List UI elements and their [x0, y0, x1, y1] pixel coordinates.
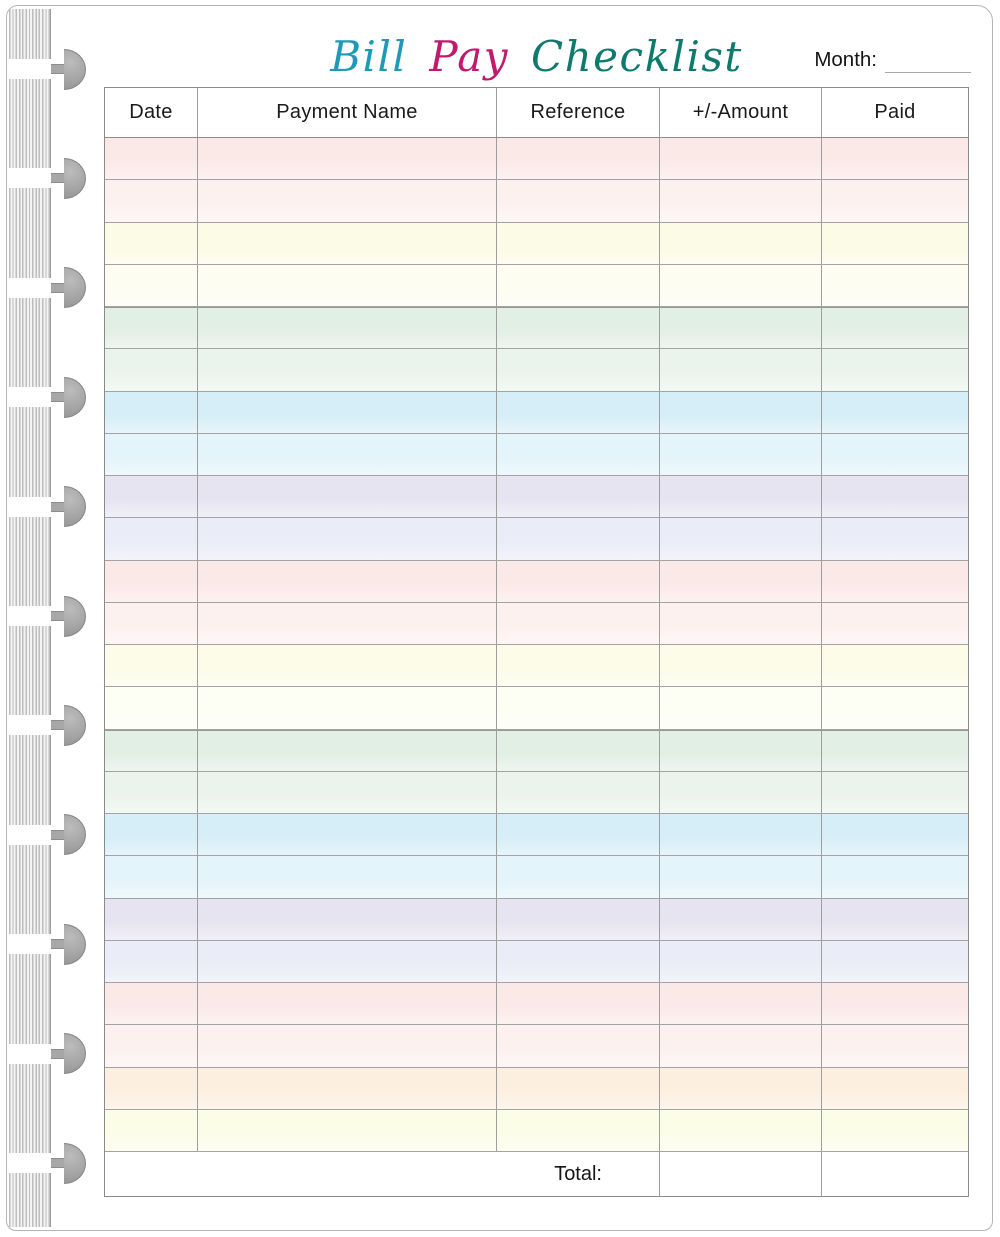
cell-date[interactable] — [105, 731, 198, 771]
cell-amount[interactable] — [660, 1068, 822, 1109]
cell-amount[interactable] — [660, 561, 822, 602]
binding-disc-icon — [64, 924, 86, 965]
cell-reference[interactable] — [497, 772, 660, 813]
cell-date[interactable] — [105, 308, 198, 348]
column-header-paid: Paid — [874, 101, 916, 123]
cell-reference[interactable] — [497, 814, 660, 855]
cell-date[interactable] — [105, 518, 198, 559]
binding-disc-icon — [64, 486, 86, 527]
cell-paid[interactable] — [822, 518, 968, 559]
table-row — [105, 772, 968, 814]
cell-paid[interactable] — [822, 392, 968, 433]
binding-disc-icon — [64, 1033, 86, 1074]
table-row — [105, 476, 968, 518]
binding-gap — [9, 497, 52, 517]
cell-payment-name[interactable] — [198, 308, 497, 348]
cell-payment-name[interactable] — [198, 1068, 497, 1109]
cell-amount[interactable] — [660, 180, 822, 221]
cell-reference[interactable] — [497, 308, 660, 348]
cell-payment-name[interactable] — [198, 1025, 497, 1066]
binding-disc-icon — [64, 377, 86, 418]
table-row — [105, 349, 968, 391]
table-row — [105, 983, 968, 1025]
cell-reference[interactable] — [497, 265, 660, 306]
binding-gap — [9, 59, 52, 79]
cell-reference[interactable] — [497, 392, 660, 433]
cell-date[interactable] — [105, 687, 198, 728]
cell-date[interactable] — [105, 941, 198, 982]
cell-reference[interactable] — [497, 687, 660, 728]
cell-amount[interactable] — [660, 434, 822, 475]
cell-reference[interactable] — [497, 180, 660, 221]
cell-payment-name[interactable] — [198, 772, 497, 813]
cell-payment-name[interactable] — [198, 603, 497, 644]
cell-paid[interactable] — [822, 434, 968, 475]
binding-disc-icon — [64, 705, 86, 746]
column-header-date: Date — [105, 88, 198, 137]
binding-disc-icon — [64, 158, 86, 199]
cell-date[interactable] — [105, 476, 198, 517]
cell-amount[interactable] — [660, 308, 822, 348]
table-row — [105, 1110, 968, 1152]
binding-gap — [9, 168, 52, 188]
cell-reference[interactable] — [497, 1068, 660, 1109]
binding-gap — [9, 825, 52, 845]
cell-date[interactable] — [105, 1025, 198, 1066]
table-row — [105, 899, 968, 941]
binding-disc-icon — [64, 267, 86, 308]
cell-date[interactable] — [105, 772, 198, 813]
cell-date[interactable] — [105, 814, 198, 855]
column-header-reference: Reference — [497, 88, 660, 137]
cell-payment-name[interactable] — [198, 899, 497, 940]
binding-gap — [9, 1044, 52, 1064]
binding-gap — [9, 715, 52, 735]
table-row — [105, 307, 968, 349]
cell-paid[interactable] — [822, 772, 968, 813]
cell-payment-name[interactable] — [198, 561, 497, 602]
cell-reference[interactable] — [497, 518, 660, 559]
cell-amount[interactable] — [660, 392, 822, 433]
binding-gap — [9, 387, 52, 407]
binding-gap — [9, 1153, 52, 1173]
table-row — [105, 434, 968, 476]
cell-reference[interactable] — [497, 223, 660, 264]
cell-payment-name[interactable] — [198, 731, 497, 771]
cell-paid[interactable] — [822, 349, 968, 390]
cell-amount[interactable] — [660, 223, 822, 264]
cell-amount[interactable] — [660, 1110, 822, 1151]
cell-payment-name[interactable] — [198, 180, 497, 221]
cell-date[interactable] — [105, 265, 198, 306]
cell-reference[interactable] — [497, 983, 660, 1024]
cell-date[interactable] — [105, 434, 198, 475]
cell-date[interactable] — [105, 1110, 198, 1151]
cell-payment-name[interactable] — [198, 983, 497, 1024]
cell-payment-name[interactable] — [198, 138, 497, 179]
cell-reference[interactable] — [497, 1025, 660, 1066]
cell-amount[interactable] — [660, 1025, 822, 1066]
cell-paid[interactable] — [822, 476, 968, 517]
cell-date[interactable] — [105, 223, 198, 264]
binding-disc-icon — [64, 814, 86, 855]
table-row — [105, 1025, 968, 1067]
cell-amount[interactable] — [660, 476, 822, 517]
cell-paid[interactable] — [822, 265, 968, 306]
cell-date[interactable] — [105, 645, 198, 686]
cell-amount[interactable] — [660, 349, 822, 390]
title-word-bill: Bill — [330, 32, 408, 81]
cell-payment-name[interactable] — [198, 941, 497, 982]
cell-date[interactable] — [105, 603, 198, 644]
cell-reference[interactable] — [497, 1110, 660, 1151]
cell-amount[interactable] — [660, 899, 822, 940]
cell-date[interactable] — [105, 856, 198, 897]
cell-payment-name[interactable] — [198, 687, 497, 728]
cell-payment-name[interactable] — [198, 856, 497, 897]
table-row — [105, 265, 968, 307]
cell-amount[interactable] — [660, 265, 822, 306]
cell-reference[interactable] — [497, 941, 660, 982]
notebook-page — [6, 5, 993, 1231]
binding-disc-icon — [64, 49, 86, 90]
total-label: Total: — [105, 1152, 660, 1196]
cell-paid[interactable] — [822, 308, 968, 348]
cell-reference[interactable] — [497, 476, 660, 517]
cell-date[interactable] — [105, 899, 198, 940]
table-row — [105, 603, 968, 645]
cell-paid[interactable] — [822, 856, 968, 897]
cell-date[interactable] — [105, 561, 198, 602]
table-body — [105, 138, 968, 1152]
cell-paid[interactable] — [822, 814, 968, 855]
month-label: Month: — [814, 48, 877, 71]
cell-payment-name[interactable] — [198, 645, 497, 686]
month-field — [814, 48, 971, 73]
cell-reference[interactable] — [497, 856, 660, 897]
cell-date[interactable] — [105, 138, 198, 179]
bill-pay-table — [104, 87, 969, 1197]
cell-paid[interactable] — [822, 941, 968, 982]
cell-paid[interactable] — [822, 1025, 968, 1066]
cell-payment-name[interactable] — [198, 518, 497, 559]
cell-paid[interactable] — [822, 687, 968, 728]
table-row — [105, 223, 968, 265]
table-header-row — [105, 88, 968, 138]
cell-paid[interactable] — [822, 731, 968, 771]
column-header-amount: +/-Amount — [660, 88, 822, 137]
cell-paid[interactable] — [822, 983, 968, 1024]
table-row — [105, 856, 968, 898]
cell-payment-name[interactable] — [198, 392, 497, 433]
cell-reference[interactable] — [497, 434, 660, 475]
binding-disc-icon — [64, 1143, 86, 1184]
total-paid-cell[interactable] — [822, 1152, 968, 1196]
cell-paid[interactable] — [822, 1110, 968, 1151]
binding-disc-icon — [64, 596, 86, 637]
binding-gap — [9, 278, 52, 298]
cell-date[interactable] — [105, 349, 198, 390]
table-row — [105, 645, 968, 687]
cell-paid[interactable] — [822, 223, 968, 264]
table-row — [105, 1068, 968, 1110]
cell-amount[interactable] — [660, 941, 822, 982]
table-row — [105, 392, 968, 434]
cell-amount[interactable] — [660, 603, 822, 644]
cell-payment-name[interactable] — [198, 434, 497, 475]
cell-amount[interactable] — [660, 814, 822, 855]
cell-date[interactable] — [105, 983, 198, 1024]
cell-amount[interactable] — [660, 856, 822, 897]
cell-amount[interactable] — [660, 687, 822, 728]
total-amount-cell[interactable] — [660, 1152, 822, 1196]
table-row — [105, 518, 968, 560]
table-row — [105, 687, 968, 729]
table-row — [105, 138, 968, 180]
title-word-checklist: Checklist — [531, 32, 743, 81]
cell-reference[interactable] — [497, 138, 660, 179]
cell-amount[interactable] — [660, 645, 822, 686]
title-word-pay: Pay — [429, 32, 509, 81]
cell-date[interactable] — [105, 392, 198, 433]
cell-paid[interactable] — [822, 1068, 968, 1109]
table-row — [105, 180, 968, 222]
cell-reference[interactable] — [497, 645, 660, 686]
table-row — [105, 941, 968, 983]
cell-amount[interactable] — [660, 138, 822, 179]
binding-gap — [9, 934, 52, 954]
cell-reference[interactable] — [497, 731, 660, 771]
cell-payment-name[interactable] — [198, 223, 497, 264]
cell-reference[interactable] — [497, 899, 660, 940]
cell-paid[interactable] — [822, 645, 968, 686]
cell-paid[interactable] — [822, 138, 968, 179]
month-input-line[interactable] — [885, 51, 971, 73]
table-row — [105, 561, 968, 603]
cell-payment-name[interactable] — [198, 349, 497, 390]
cell-reference[interactable] — [497, 349, 660, 390]
cell-payment-name[interactable] — [198, 265, 497, 306]
cell-date[interactable] — [105, 1068, 198, 1109]
cell-paid[interactable] — [822, 603, 968, 644]
cell-payment-name[interactable] — [198, 476, 497, 517]
cell-paid[interactable] — [822, 899, 968, 940]
binding-gap — [9, 606, 52, 626]
cell-paid[interactable] — [822, 180, 968, 221]
column-header-payment-name: Payment Name — [198, 88, 497, 137]
table-row — [105, 730, 968, 772]
table-total-row — [105, 1152, 968, 1196]
cell-amount[interactable] — [660, 518, 822, 559]
cell-payment-name[interactable] — [198, 1110, 497, 1151]
cell-amount[interactable] — [660, 983, 822, 1024]
cell-reference[interactable] — [497, 561, 660, 602]
table-row — [105, 814, 968, 856]
cell-date[interactable] — [105, 180, 198, 221]
cell-reference[interactable] — [497, 603, 660, 644]
cell-payment-name[interactable] — [198, 814, 497, 855]
cell-amount[interactable] — [660, 772, 822, 813]
cell-paid[interactable] — [822, 561, 968, 602]
cell-amount[interactable] — [660, 731, 822, 771]
